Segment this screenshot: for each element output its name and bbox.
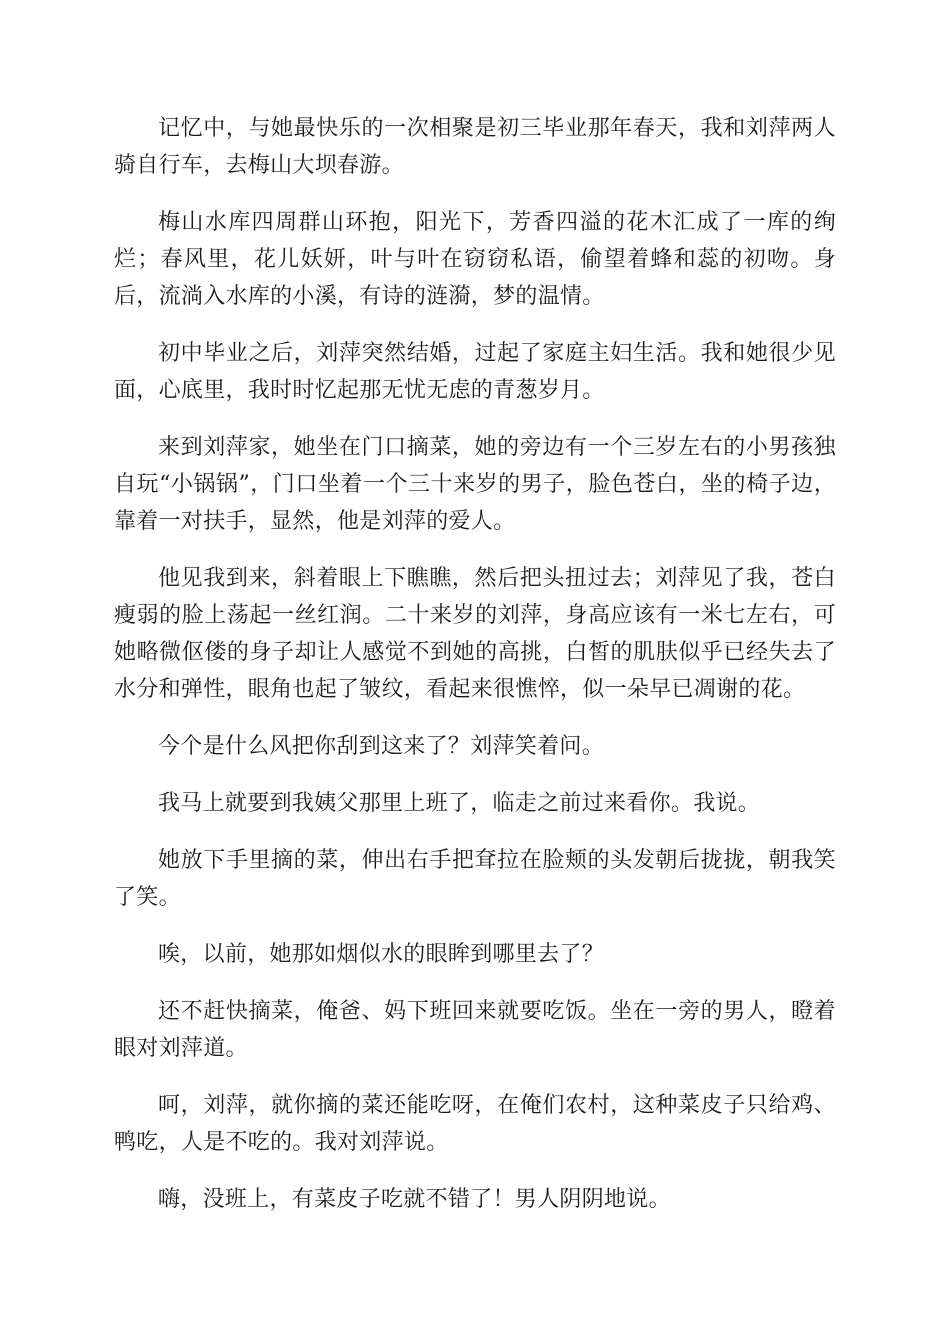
paragraph: 他见我到来，斜着眼上下瞧瞧，然后把头扭过去；刘萍见了我，苍白瘦弱的脸上荡起一丝红润。二十来岁的刘萍，身高应该有一米七左右，可她略微伛偻的身子却让人感觉不到她的高挑，白皙的肌肤似乎已经失去了水分和弹性，眼角也起了皱纹，看起来很憔悴，似一朵早已凋谢的花。 <box>114 566 836 702</box>
paragraph: 呵，刘萍，就你摘的菜还能吃呀，在俺们农村，这种菜皮子只给鸡、鸭吃，人是不吃的。我对刘萍说。 <box>114 1093 836 1155</box>
paragraph: 她放下手里摘的菜，伸出右手把耷拉在脸颊的头发朝后拢拢，朝我笑了笑。 <box>114 848 836 910</box>
paragraph: 今个是什么风把你刮到这来了？刘萍笑着问。 <box>158 734 605 759</box>
paragraph: 我马上就要到我姨父那里上班了，临走之前过来看你。我说。 <box>158 791 761 816</box>
paragraph: 初中毕业之后，刘萍突然结婚，过起了家庭主妇生活。我和她很少见面，心底里，我时时忆起那无忧无虑的青葱岁月。 <box>114 341 836 403</box>
paragraph: 来到刘萍家，她坐在门口摘菜，她的旁边有一个三岁左右的小男孩独自玩“小锅锅”，门口坐着一个三十来岁的男子，脸色苍白，坐的椅子边，靠着一对扶手，显然，他是刘萍的爱人。 <box>114 435 836 534</box>
paragraph: 梅山水库四周群山环抱，阳光下，芳香四溢的花木汇成了一库的绚烂；春风里，花儿妖妍，叶与叶在窃窃私语，偷望着蜂和蕊的初吻。身后，流淌入水库的小溪，有诗的涟漪，梦的温情。 <box>114 210 836 309</box>
paragraph: 记忆中，与她最快乐的一次相聚是初三毕业那年春天，我和刘萍两人骑自行车，去梅山大坝春游。 <box>114 116 836 178</box>
paragraph: 唉，以前，她那如烟似水的眼眸到哪里去了？ <box>158 942 605 967</box>
paragraph: 嗨，没班上，有菜皮子吃就不错了！男人阴阴地说。 <box>158 1187 671 1212</box>
paragraph: 还不赶快摘菜，俺爸、妈下班回来就要吃饭。坐在一旁的男人，瞪着眼对刘萍道。 <box>114 999 836 1061</box>
